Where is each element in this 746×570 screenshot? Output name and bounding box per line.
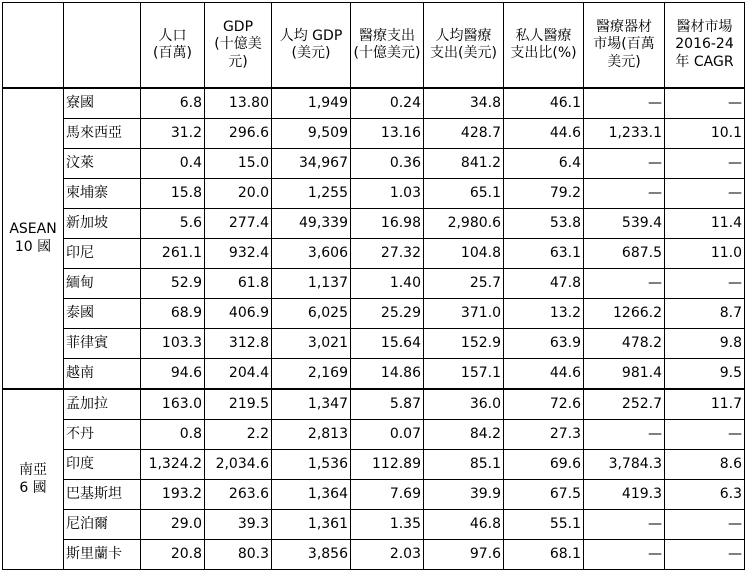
country-name: 巴基斯坦 — [64, 480, 141, 510]
data-cell: 539.4 — [584, 209, 665, 239]
data-cell: 27.32 — [351, 239, 424, 269]
data-cell: 103.3 — [141, 329, 205, 359]
data-cell: 1,536 — [272, 450, 351, 480]
data-cell: 44.6 — [504, 359, 584, 390]
data-cell: 1.35 — [351, 510, 424, 540]
data-cell: 3,784.3 — [584, 450, 665, 480]
data-cell: 68.1 — [504, 540, 584, 570]
table-row — [3, 540, 745, 570]
data-cell: 1,364 — [272, 480, 351, 510]
data-cell: 406.9 — [205, 299, 272, 329]
data-cell: 10.1 — [665, 119, 745, 149]
country-name: 柬埔寨 — [64, 179, 141, 209]
table-row — [3, 480, 745, 510]
data-cell: 69.6 — [504, 450, 584, 480]
column-header: 人口 (百萬) — [141, 3, 205, 89]
data-cell: — — [584, 88, 665, 119]
data-cell: 8.6 — [665, 450, 745, 480]
data-cell: 13.80 — [205, 88, 272, 119]
country-name: 泰國 — [64, 299, 141, 329]
data-cell: 5.87 — [351, 389, 424, 420]
country-name: 菲律賓 — [64, 329, 141, 359]
data-cell: — — [584, 420, 665, 450]
country-name: 馬來西亞 — [64, 119, 141, 149]
data-cell: 1266.2 — [584, 299, 665, 329]
column-header — [64, 3, 141, 89]
country-name: 緬甸 — [64, 269, 141, 299]
data-cell: 2,980.6 — [424, 209, 504, 239]
data-cell: — — [665, 88, 745, 119]
data-cell: 204.4 — [205, 359, 272, 390]
data-cell: 157.1 — [424, 359, 504, 390]
data-cell: 0.8 — [141, 420, 205, 450]
table-header — [3, 3, 745, 89]
column-header: 人均 GDP (美元) — [272, 3, 351, 89]
column-header: 私人醫療 支出比(%) — [504, 3, 584, 89]
data-cell: 63.1 — [504, 239, 584, 269]
data-cell: 15.64 — [351, 329, 424, 359]
data-cell: 5.6 — [141, 209, 205, 239]
data-cell: 97.6 — [424, 540, 504, 570]
data-cell: 2.03 — [351, 540, 424, 570]
data-cell: 252.7 — [584, 389, 665, 420]
data-cell: 11.4 — [665, 209, 745, 239]
data-cell: 61.8 — [205, 269, 272, 299]
table-row — [3, 359, 745, 390]
data-cell: — — [665, 269, 745, 299]
data-cell: — — [665, 540, 745, 570]
data-cell: 36.0 — [424, 389, 504, 420]
data-cell: 261.1 — [141, 239, 205, 269]
data-cell: 0.4 — [141, 149, 205, 179]
data-cell: 27.3 — [504, 420, 584, 450]
data-cell: 1,255 — [272, 179, 351, 209]
table-row — [3, 119, 745, 149]
data-cell: 104.8 — [424, 239, 504, 269]
data-cell: 65.1 — [424, 179, 504, 209]
data-cell: 72.6 — [504, 389, 584, 420]
data-cell: 219.5 — [205, 389, 272, 420]
data-cell: 15.8 — [141, 179, 205, 209]
data-cell: 53.8 — [504, 209, 584, 239]
table-row — [3, 269, 745, 299]
data-cell: 9,509 — [272, 119, 351, 149]
country-name: 印度 — [64, 450, 141, 480]
region-group-label: ASEAN 10 國 — [3, 88, 64, 389]
column-header — [3, 3, 64, 89]
data-cell: 14.86 — [351, 359, 424, 390]
column-header: 醫療支出 (十億美元) — [351, 3, 424, 89]
data-cell: 46.1 — [504, 88, 584, 119]
data-cell: 6.4 — [504, 149, 584, 179]
data-cell: 67.5 — [504, 480, 584, 510]
table-row — [3, 239, 745, 269]
column-header: 醫療器材 市場(百萬 美元) — [584, 3, 665, 89]
data-cell: 2,169 — [272, 359, 351, 390]
data-cell: 1,137 — [272, 269, 351, 299]
data-cell: — — [665, 149, 745, 179]
data-cell: 981.4 — [584, 359, 665, 390]
data-cell: — — [584, 269, 665, 299]
data-cell: 371.0 — [424, 299, 504, 329]
table-row — [3, 420, 745, 450]
table-row — [3, 389, 745, 420]
data-cell: 163.0 — [141, 389, 205, 420]
table-row — [3, 88, 745, 119]
data-cell: 84.2 — [424, 420, 504, 450]
data-cell: — — [665, 510, 745, 540]
country-name: 斯里蘭卡 — [64, 540, 141, 570]
data-cell: — — [665, 420, 745, 450]
data-cell: 9.5 — [665, 359, 745, 390]
table-row — [3, 149, 745, 179]
data-cell: 39.3 — [205, 510, 272, 540]
data-cell: 25.29 — [351, 299, 424, 329]
data-cell: — — [665, 179, 745, 209]
data-cell: 25.7 — [424, 269, 504, 299]
column-header: 醫材市場 2016-24 年 CAGR — [665, 3, 745, 89]
table-body — [3, 88, 745, 570]
data-cell: — — [584, 149, 665, 179]
data-cell: 9.8 — [665, 329, 745, 359]
data-cell: 29.0 — [141, 510, 205, 540]
data-cell: 841.2 — [424, 149, 504, 179]
data-cell: 2,813 — [272, 420, 351, 450]
data-cell: 34.8 — [424, 88, 504, 119]
data-cell: 11.7 — [665, 389, 745, 420]
data-cell: 1,324.2 — [141, 450, 205, 480]
data-cell: 44.6 — [504, 119, 584, 149]
data-cell: 1,347 — [272, 389, 351, 420]
data-cell: 0.24 — [351, 88, 424, 119]
data-cell: 112.89 — [351, 450, 424, 480]
data-cell: 79.2 — [504, 179, 584, 209]
country-name: 越南 — [64, 359, 141, 390]
table-row — [3, 299, 745, 329]
data-cell: 20.0 — [205, 179, 272, 209]
data-cell: 193.2 — [141, 480, 205, 510]
header-row — [3, 3, 745, 89]
country-name: 汶萊 — [64, 149, 141, 179]
data-cell: 8.7 — [665, 299, 745, 329]
data-cell: 1,233.1 — [584, 119, 665, 149]
data-cell: 68.9 — [141, 299, 205, 329]
data-cell: 47.8 — [504, 269, 584, 299]
data-cell: 419.3 — [584, 480, 665, 510]
country-name: 尼泊爾 — [64, 510, 141, 540]
data-cell: 85.1 — [424, 450, 504, 480]
table-row — [3, 329, 745, 359]
data-cell: 0.07 — [351, 420, 424, 450]
data-cell: 34,967 — [272, 149, 351, 179]
data-cell: 263.6 — [205, 480, 272, 510]
data-cell: 1.03 — [351, 179, 424, 209]
country-name: 孟加拉 — [64, 389, 141, 420]
data-cell: 1.40 — [351, 269, 424, 299]
data-cell: 16.98 — [351, 209, 424, 239]
country-name: 寮國 — [64, 88, 141, 119]
table-row — [3, 450, 745, 480]
data-cell: — — [584, 510, 665, 540]
data-cell: 296.6 — [205, 119, 272, 149]
data-cell: 3,606 — [272, 239, 351, 269]
data-cell: 277.4 — [205, 209, 272, 239]
data-cell: 13.16 — [351, 119, 424, 149]
data-cell: 3,856 — [272, 540, 351, 570]
data-cell: 39.9 — [424, 480, 504, 510]
data-cell: 11.0 — [665, 239, 745, 269]
data-cell: 478.2 — [584, 329, 665, 359]
data-cell: 80.3 — [205, 540, 272, 570]
health-stats-table — [2, 2, 745, 570]
data-cell: 6.3 — [665, 480, 745, 510]
data-cell: 2,034.6 — [205, 450, 272, 480]
data-cell: 0.36 — [351, 149, 424, 179]
data-cell: 13.2 — [504, 299, 584, 329]
data-cell: — — [584, 540, 665, 570]
data-cell: 3,021 — [272, 329, 351, 359]
data-cell: 6,025 — [272, 299, 351, 329]
data-cell: 20.8 — [141, 540, 205, 570]
country-name: 新加坡 — [64, 209, 141, 239]
data-cell: 94.6 — [141, 359, 205, 390]
data-cell: 428.7 — [424, 119, 504, 149]
data-cell: 46.8 — [424, 510, 504, 540]
country-name: 不丹 — [64, 420, 141, 450]
column-header: GDP (十億美 元) — [205, 3, 272, 89]
data-cell: — — [584, 179, 665, 209]
data-cell: 55.1 — [504, 510, 584, 540]
data-cell: 52.9 — [141, 269, 205, 299]
data-cell: 152.9 — [424, 329, 504, 359]
data-cell: 1,949 — [272, 88, 351, 119]
data-cell: 49,339 — [272, 209, 351, 239]
data-cell: 7.69 — [351, 480, 424, 510]
data-cell: 15.0 — [205, 149, 272, 179]
data-cell: 2.2 — [205, 420, 272, 450]
column-header: 人均醫療 支出(美元) — [424, 3, 504, 89]
table-row — [3, 209, 745, 239]
data-cell: 6.8 — [141, 88, 205, 119]
data-cell: 932.4 — [205, 239, 272, 269]
table-row — [3, 510, 745, 540]
region-group-label: 南亞 6 國 — [3, 389, 64, 570]
data-cell: 63.9 — [504, 329, 584, 359]
data-cell: 687.5 — [584, 239, 665, 269]
data-cell: 312.8 — [205, 329, 272, 359]
data-cell: 1,361 — [272, 510, 351, 540]
country-name: 印尼 — [64, 239, 141, 269]
table-row — [3, 179, 745, 209]
data-cell: 31.2 — [141, 119, 205, 149]
